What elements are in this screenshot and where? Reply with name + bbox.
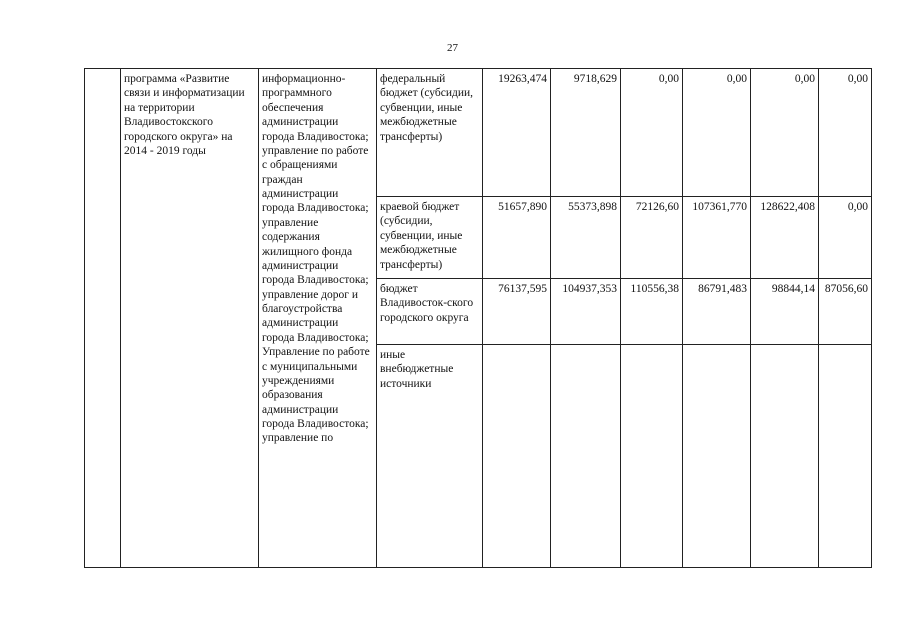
executors-cell: информационно-программного обеспечения администрации города Владивостока; управление по работе с обращениями граждан администрации города Владивостока; управление содержания жилищного фонда администрации города Владивостока; управление дорог и благоустройства администрации города Владивостока; Управление по работе с муниципальными учреждениями образования администрации города Владивостока; управление по xyxy=(259,69,377,568)
value-cell: 9718,629 xyxy=(551,69,621,197)
value-cell xyxy=(683,345,751,568)
budget-table xyxy=(84,68,872,568)
value-cell: 51657,890 xyxy=(483,197,551,279)
value-cell xyxy=(751,345,819,568)
program-name-cell: программа «Развитие связи и информатизации на территории Владивостокского городского округа» на 2014 - 2019 годы xyxy=(121,69,259,568)
value-cell xyxy=(819,345,872,568)
value-cell: 76137,595 xyxy=(483,279,551,345)
value-cell: 107361,770 xyxy=(683,197,751,279)
value-cell: 86791,483 xyxy=(683,279,751,345)
value-cell: 0,00 xyxy=(751,69,819,197)
value-cell: 104937,353 xyxy=(551,279,621,345)
value-cell: 0,00 xyxy=(683,69,751,197)
value-cell: 128622,408 xyxy=(751,197,819,279)
table-row xyxy=(85,69,872,197)
index-cell xyxy=(85,69,121,568)
funding-source-cell: иные внебюджетные источники xyxy=(377,345,483,568)
value-cell: 0,00 xyxy=(621,69,683,197)
value-cell: 110556,38 xyxy=(621,279,683,345)
value-cell: 72126,60 xyxy=(621,197,683,279)
value-cell: 87056,60 xyxy=(819,279,872,345)
value-cell: 0,00 xyxy=(819,69,872,197)
value-cell: 55373,898 xyxy=(551,197,621,279)
page-number: 27 xyxy=(447,42,458,54)
value-cell xyxy=(551,345,621,568)
value-cell: 0,00 xyxy=(819,197,872,279)
value-cell: 98844,14 xyxy=(751,279,819,345)
funding-source-cell: федеральный бюджет (субсидии, субвенции, иные межбюджетные трансферты) xyxy=(377,69,483,197)
funding-source-cell: бюджет Владивосток-ского городского округа xyxy=(377,279,483,345)
value-cell: 19263,474 xyxy=(483,69,551,197)
value-cell xyxy=(621,345,683,568)
funding-source-cell: краевой бюджет (субсидии, субвенции, иные межбюджетные трансферты) xyxy=(377,197,483,279)
value-cell xyxy=(483,345,551,568)
